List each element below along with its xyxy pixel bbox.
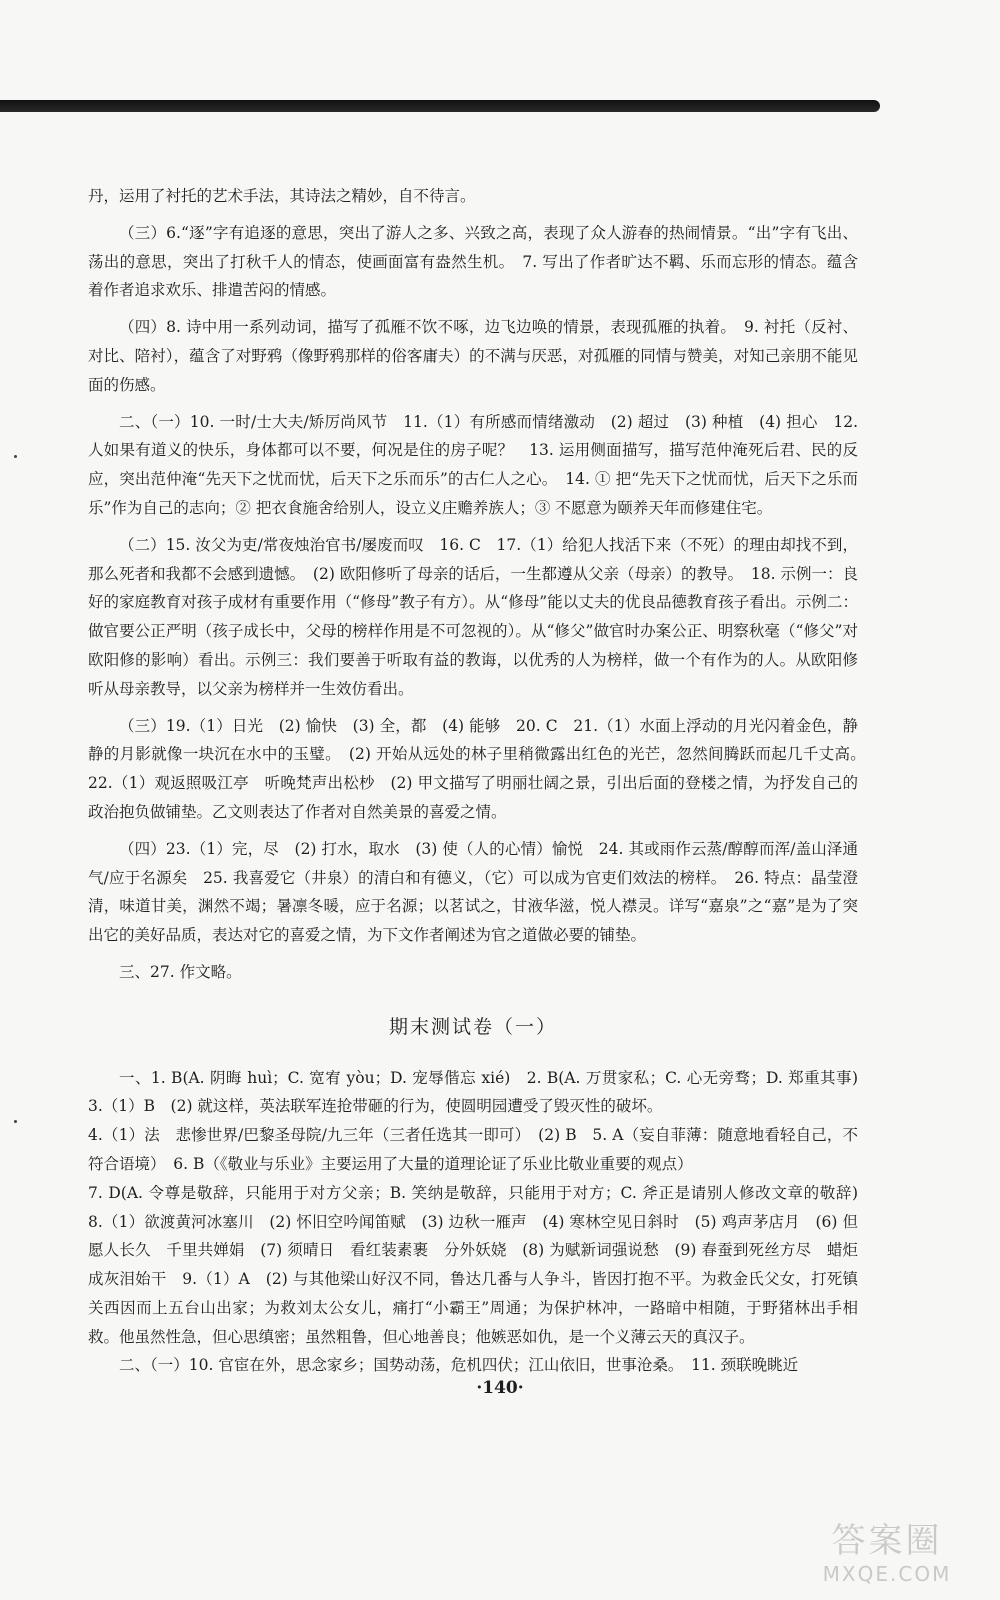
answer-paragraph: （三）19.（1）日光 (2) 愉快 (3) 全，都 (4) 能够 20. C 21.（1）水面上浮动的月光闪着金色，静静的月影就像一块沉在水中的玉璧。 (2) 开始从远处的林子里稍微露出红色的光芒，忽然间腾跃而起几千丈高。 22.（1）观返照吸江亭 听晚梵声出松杪 (2) 甲文描写了明丽壮阔之景，引出后面的登楼之情，为抒发自己的政治抱负做铺垫。乙文则表达了作者对自然美景的喜爱之情。 (88, 716, 874, 821)
watermark-sub-text: MXQE.COM (822, 1562, 952, 1586)
answer-paragraph: 4.（1）法 悲惨世界/巴黎圣母院/九三年（三者任选其一即可） (2) B 5. A（妄自菲薄：随意地看轻自己，不符合语境） 6. B（《敬业与乐业》主要运用了大量的道理论证了乐业比敬业重要的观点） (88, 1126, 858, 1173)
answer-paragraph: 三、27. 作文略。 (119, 962, 242, 981)
answer-paragraph: 7. D(A. 令尊是敬辞，只能用于对方父亲；B. 笑纳是敬辞，只能用于对方；C. 斧正是请别人修改文章的敬辞) 8.（1）欲渡黄河冰塞川 (2) 怀旧空吟闻笛赋 (3) 边秋一雁声 (4) 寒林空见日斜时 (5) 鸡声茅店月 (6) 但愿人长久 千里共婵娟 (7) 须晴日 看红装素裹 分外妖娆 (8) 为赋新词强说愁 (9) 春蚕到死丝方尽 蜡炬成灰泪始干 9.（1）A (2) 与其他梁山好汉不同，鲁达几番与人争斗，皆因打抱不平。为救金氏父女，打死镇关西因而上五台山出家；为救刘太公女儿，痛打“小霸王”周通；为保护林冲，一路暗中相随，于野猪林出手相救。他虽然性急，但心思缜密；虽然粗鲁，但心地善良；他嫉恶如仇，是一个义薄云天的真汉子。 (88, 1183, 874, 1346)
scan-speck (14, 1120, 17, 1123)
answer-paragraph: （四）23.（1）完，尽 (2) 打水，取水 (3) 使（人的心情）愉悦 24. 其或雨作云蒸/醇醇而浑/盖山泽通气/应于名源矣 25. 我喜爱它（井泉）的清白和有德义，（它）可以成为官吏们效法的榜样。 26. 特点：晶莹澄清，味道甘美，渊然不竭；暑凛冬暖，应于名源；以茗试之，甘液华滋，悦人襟灵。详写“嘉泉”之“嘉”是为了突出它的美好品质，表达对它的喜爱之情，为下文作者阐述为官之道做必要的铺垫。 (88, 839, 858, 945)
page-number: ·140· (476, 1378, 524, 1398)
section-title: 期末测试卷（一） (388, 1015, 557, 1038)
answer-text-body (88, 182, 874, 1380)
answer-paragraph: 一、1. B(A. 阴晦 huì；C. 宽宥 yòu；D. 宠辱偕忘 xié) 2. B(A. 万贯家私；C. 心无旁骛；D. 郑重其事) 3.（1）B (2) 就这样，英法联军连抢带砸的行为，使圆明园遭受了毁灭性的破坏。 (88, 1068, 874, 1116)
answer-paragraph: （三）6.“逐”字有追逐的意思，突出了游人之多、兴致之高，表现了众人游春的热闹情景。“出”字有飞出、荡出的意思，突出了打秋千人的情态，使画面富有盎然生机。 7. 写出了作者旷达不羁、乐而忘形的情态。蕴含着作者追求欢乐、排遣苦闷的情感。 (88, 223, 858, 300)
answer-paragraph: 二、（一）10. 官宦在外，思念家乡；国势动荡，危机四伏；江山依旧，世事沧桑。 11. 颈联晚眺近 (119, 1356, 799, 1375)
answer-paragraph: 二、（一）10. 一时/士大夫/矫厉尚风节 11.（1）有所感而情绪激动 (2) 超过 (3) 种植 (4) 担心 12. 人如果有道义的快乐，身体都可以不要，何况是住的房子呢？ 13. 运用侧面描写，描写范仲淹死后君、民的反应，突出范仲淹“先天下之忧而忧，后天下之乐而乐”的古仁人之心。 14. ① 把“先天下之忧而忧，后天下之乐而乐”作为自己的志向；② 把衣食施舍给别人，设立义庄赡养族人；③ 不愿意为颐养天年而修建住宅。 (88, 412, 858, 517)
scan-speck (14, 455, 17, 458)
top-header-rule (0, 100, 880, 112)
answer-paragraph: 丹，运用了衬托的艺术手法，其诗法之精妙，自不待言。 (88, 187, 476, 205)
answer-paragraph: （四）8. 诗中用一系列动词，描写了孤雁不饮不啄，边飞边唤的情景，表现孤雁的执着。 9. 衬托（反衬、对比、陪衬），蕴含了对野鸦（像野鸦那样的俗客庸夫）的不满与厌恶，对孤雁的同情与赞美，对知己亲朋不能见面的伤感。 (88, 318, 858, 394)
watermark-main-text: 答案圈 (831, 1521, 943, 1561)
answer-paragraph: （二）15. 汝父为吏/常夜烛治官书/屡废而叹 16. C 17.（1）给犯人找活下来（不死）的理由却找不到，那么死者和我都不会感到遗憾。 (2) 欧阳修听了母亲的话后，一生都遵从父亲（母亲）的教导。 18. 示例一：良好的家庭教育对孩子成材有重要作用（“修母”教子有方）。从“修母”能以丈夫的优良品德教育孩子看出。示例二：做官要公正严明（孩子成长中，父母的榜样作用是不可忽视的）。从“修父”做官时办案公正、明察秋毫（“修父”对欧阳修的影响）看出。示例三：我们要善于听取有益的教诲，以优秀的人为榜样，做一个有作为的人。从欧阳修听从母亲教导，以父亲为榜样并一生效仿看出。 (88, 535, 858, 698)
watermark-logo (802, 1520, 972, 1592)
